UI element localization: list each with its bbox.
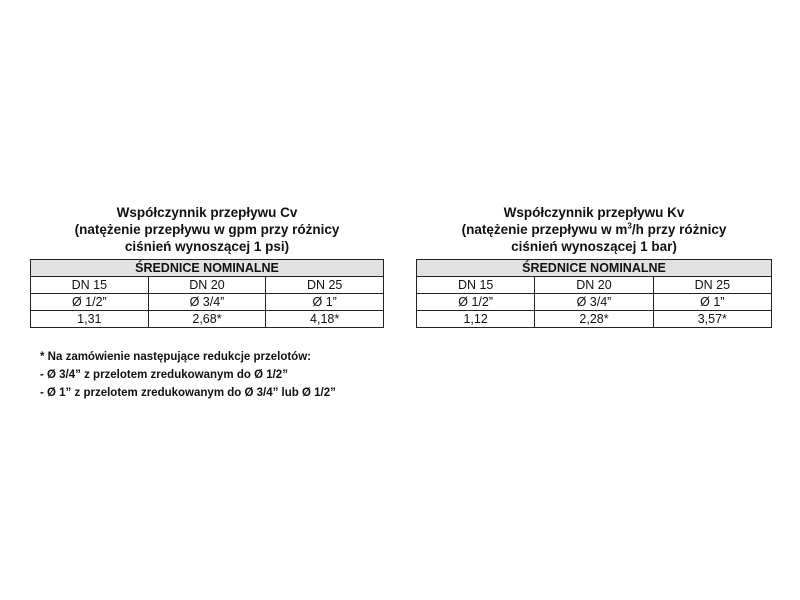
table-row [417,294,772,311]
table-cell: Ø 1/2” [31,294,149,311]
kv-title-line: ciśnień wynoszącej 1 bar) [511,239,677,254]
table-cell: Ø 3/4” [535,294,653,311]
table-cell: Ø 3/4” [148,294,266,311]
kv-title-line: Współczynnik przepływu Kv [503,205,685,220]
table-cell: 2,68* [148,311,266,328]
cv-title-line: ciśnień wynoszącej 1 psi) [124,239,290,254]
table-cell: 3,57* [653,311,771,328]
footnote [40,348,336,402]
table-cell: 1,12 [417,311,535,328]
table-cell: DN 20 [535,277,653,294]
table-cell: DN 15 [31,277,149,294]
cv-title [30,204,384,255]
cv-title-line: (natężenie przepływu w gpm przy różnicy [74,222,340,237]
kv-title-text: /h przy różnicy [631,222,727,237]
table-cell: 2,28* [535,311,653,328]
cv-table [30,259,384,328]
table-cell: Ø 1” [266,294,384,311]
footnote-line: - Ø 1” z przelotem zredukowanym do Ø 3/4” lub Ø 1/2” [40,387,336,399]
table-cell: Ø 1/2” [417,294,535,311]
table-cell: DN 25 [653,277,771,294]
kv-title-line [416,221,772,238]
table-cell: Ø 1” [653,294,771,311]
table-cell: DN 15 [417,277,535,294]
footnote-line: - Ø 3/4” z przelotem zredukowanym do Ø 1/2” [40,369,288,381]
table-row [31,277,384,294]
table-cell: 1,31 [31,311,149,328]
cv-block [30,204,384,328]
table-cell: 4,18* [266,311,384,328]
cv-title-line: Współczynnik przepływu Cv [116,205,298,220]
kv-table [416,259,772,328]
table-row [417,277,772,294]
table-row [31,311,384,328]
kv-title-superscript: 3 [627,221,632,231]
kv-title [416,204,772,255]
table-cell: DN 20 [148,277,266,294]
table-cell: DN 25 [266,277,384,294]
cv-table-header: ŚREDNICE NOMINALNE [31,260,384,277]
kv-table-header: ŚREDNICE NOMINALNE [417,260,772,277]
kv-block [416,204,772,328]
table-row [31,294,384,311]
footnote-line: * Na zamówienie następujące redukcje przelotów: [40,351,311,363]
kv-title-text: (natężenie przepływu w m [461,222,628,237]
table-row [417,311,772,328]
